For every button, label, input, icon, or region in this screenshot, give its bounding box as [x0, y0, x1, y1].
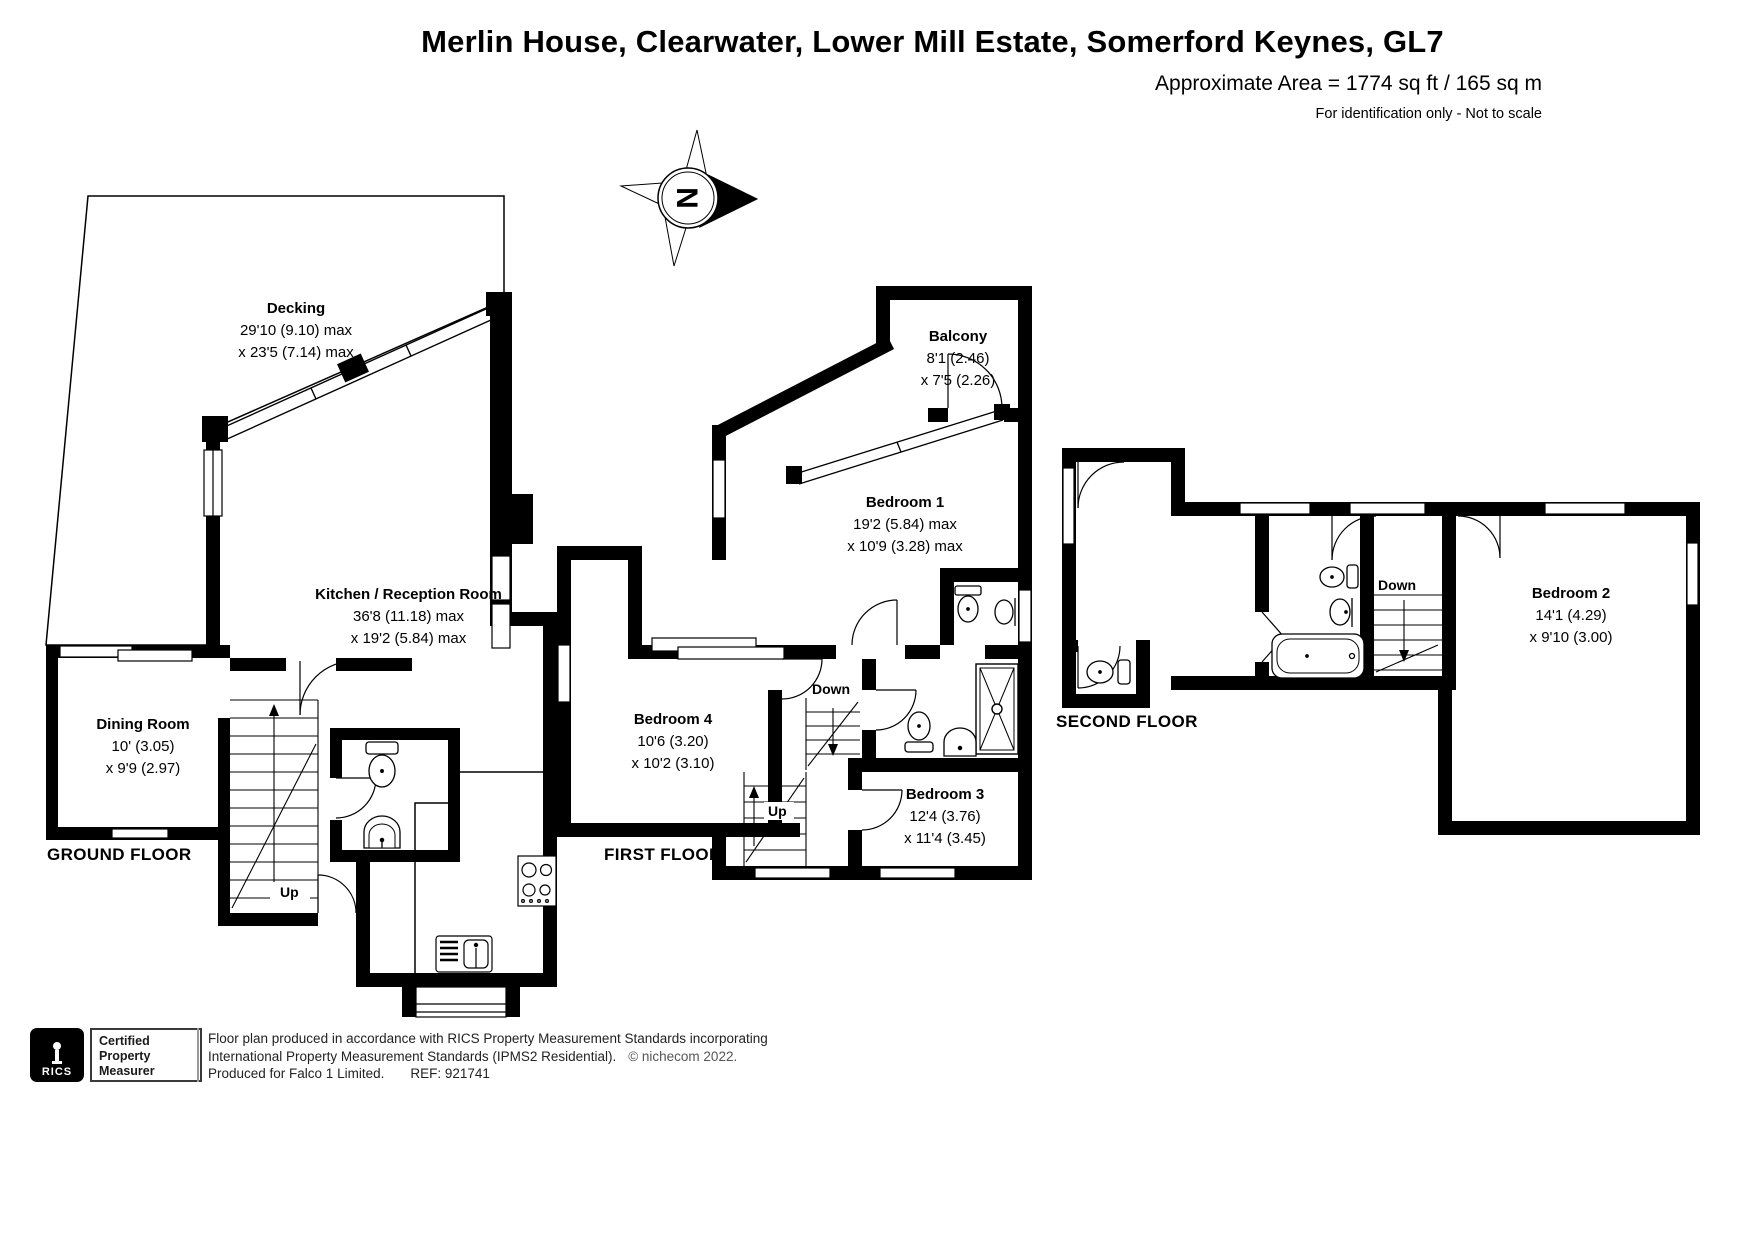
room-label-bedroom4	[588, 709, 758, 775]
compass-rose-icon	[621, 130, 757, 266]
decking-outline	[46, 196, 504, 645]
first-floor-label: FIRST FLOOR	[604, 845, 722, 864]
room-label-balcony	[888, 326, 1028, 392]
toilet-icon	[1087, 660, 1130, 684]
kitchen-sink-icon	[436, 936, 492, 972]
shower-icon	[976, 664, 1018, 754]
room-dim: x 10'9 (3.28) max	[847, 538, 963, 555]
room-label-dining	[63, 714, 223, 780]
room-name: Balcony	[928, 328, 988, 345]
sink-icon	[944, 728, 976, 756]
room-dim: 10' (3.05)	[111, 738, 175, 755]
badge-line: Certified	[99, 1034, 150, 1048]
rics-mace-icon	[44, 1040, 70, 1066]
room-label-bedroom3	[855, 784, 1035, 850]
room-dim: x 9'10 (3.00)	[1529, 629, 1613, 646]
bathroom-sink-icon	[1330, 598, 1352, 627]
room-dim: 19'2 (5.84) max	[853, 516, 957, 533]
angled-window-wall	[795, 410, 1003, 484]
rics-logo	[30, 1028, 84, 1082]
badge-line: Measurer	[99, 1064, 155, 1078]
identification-note: For identification only - Not to scale	[1315, 106, 1542, 122]
room-name: Decking	[266, 300, 326, 317]
room-label-kitchen-reception	[306, 584, 511, 650]
disclaimer-line-3: Produced for Falco 1 Limited.	[208, 1066, 385, 1081]
bath-icon	[1272, 634, 1364, 678]
footer-disclaimer	[208, 1030, 848, 1083]
stairs-down-label: Down	[1378, 577, 1417, 593]
room-label-bedroom1	[800, 492, 1010, 558]
badge-line: Property	[99, 1049, 151, 1063]
room-name: Bedroom 3	[905, 786, 985, 803]
room-dim: x 11'4 (3.45)	[904, 830, 986, 847]
disclaimer-line-2: International Property Measurement Standards (IPMS2 Residential).	[208, 1048, 617, 1064]
certified-property-measurer-badge	[90, 1028, 202, 1082]
toilet-icon	[366, 742, 398, 787]
room-dim: x 23'5 (7.14) max	[238, 344, 354, 361]
room-dim: 36'8 (11.18) max	[353, 608, 464, 625]
room-dim: 12'4 (3.76)	[909, 808, 981, 825]
stairs-up-label: Up	[280, 884, 299, 900]
stairs-up-label: Up	[768, 803, 787, 819]
hob-icon	[518, 856, 556, 906]
room-name: Bedroom 2	[1531, 585, 1611, 602]
rics-wordmark: RICS	[41, 1066, 73, 1078]
page-title: Merlin House, Clearwater, Lower Mill Estate, Somerford Keynes, GL7	[421, 24, 1444, 59]
room-label-bedroom2	[1471, 583, 1671, 649]
room-label-decking	[216, 298, 376, 364]
approximate-area: Approximate Area = 1774 sq ft / 165 sq m	[1155, 72, 1542, 95]
second-floor-label: SECOND FLOOR	[1056, 712, 1198, 731]
copyright-text: © nichecom 2022.	[628, 1048, 738, 1064]
room-dim: 29'10 (9.10) max	[239, 322, 353, 339]
stairs-second	[1374, 595, 1442, 672]
room-dim: x 19'2 (5.84) max	[350, 630, 467, 647]
footer-divider	[197, 1028, 199, 1082]
room-name: Bedroom 4	[633, 711, 713, 728]
toilet-icon	[905, 712, 933, 752]
reference-number: REF: 921741	[410, 1066, 490, 1081]
room-name: Dining Room	[96, 716, 190, 733]
room-dim: x 10'2 (3.10)	[631, 755, 715, 772]
ground-floor-label: GROUND FLOOR	[47, 845, 192, 864]
room-name: Kitchen / Reception Room	[315, 586, 502, 603]
room-dim: 8'1 (2.46)	[926, 350, 990, 367]
room-dim: x 9'9 (2.97)	[105, 760, 181, 777]
room-dim: 10'6 (3.20)	[637, 733, 709, 750]
stairs-down-label: Down	[812, 681, 851, 697]
room-dim: 14'1 (4.29)	[1535, 607, 1607, 624]
stairs-ground	[230, 700, 318, 913]
room-dim: x 7'5 (2.26)	[920, 372, 996, 389]
room-name: Bedroom 1	[865, 494, 945, 511]
disclaimer-line-1: Floor plan produced in accordance with RICS Property Measurement Standards incorporating	[208, 1031, 768, 1046]
sink-icon	[364, 816, 400, 848]
bathroom-toilet-icon	[1320, 565, 1358, 588]
ensuite-toilet-icon	[955, 586, 981, 622]
compass-north-label: N	[670, 187, 703, 209]
ensuite-sink-icon	[995, 598, 1015, 626]
